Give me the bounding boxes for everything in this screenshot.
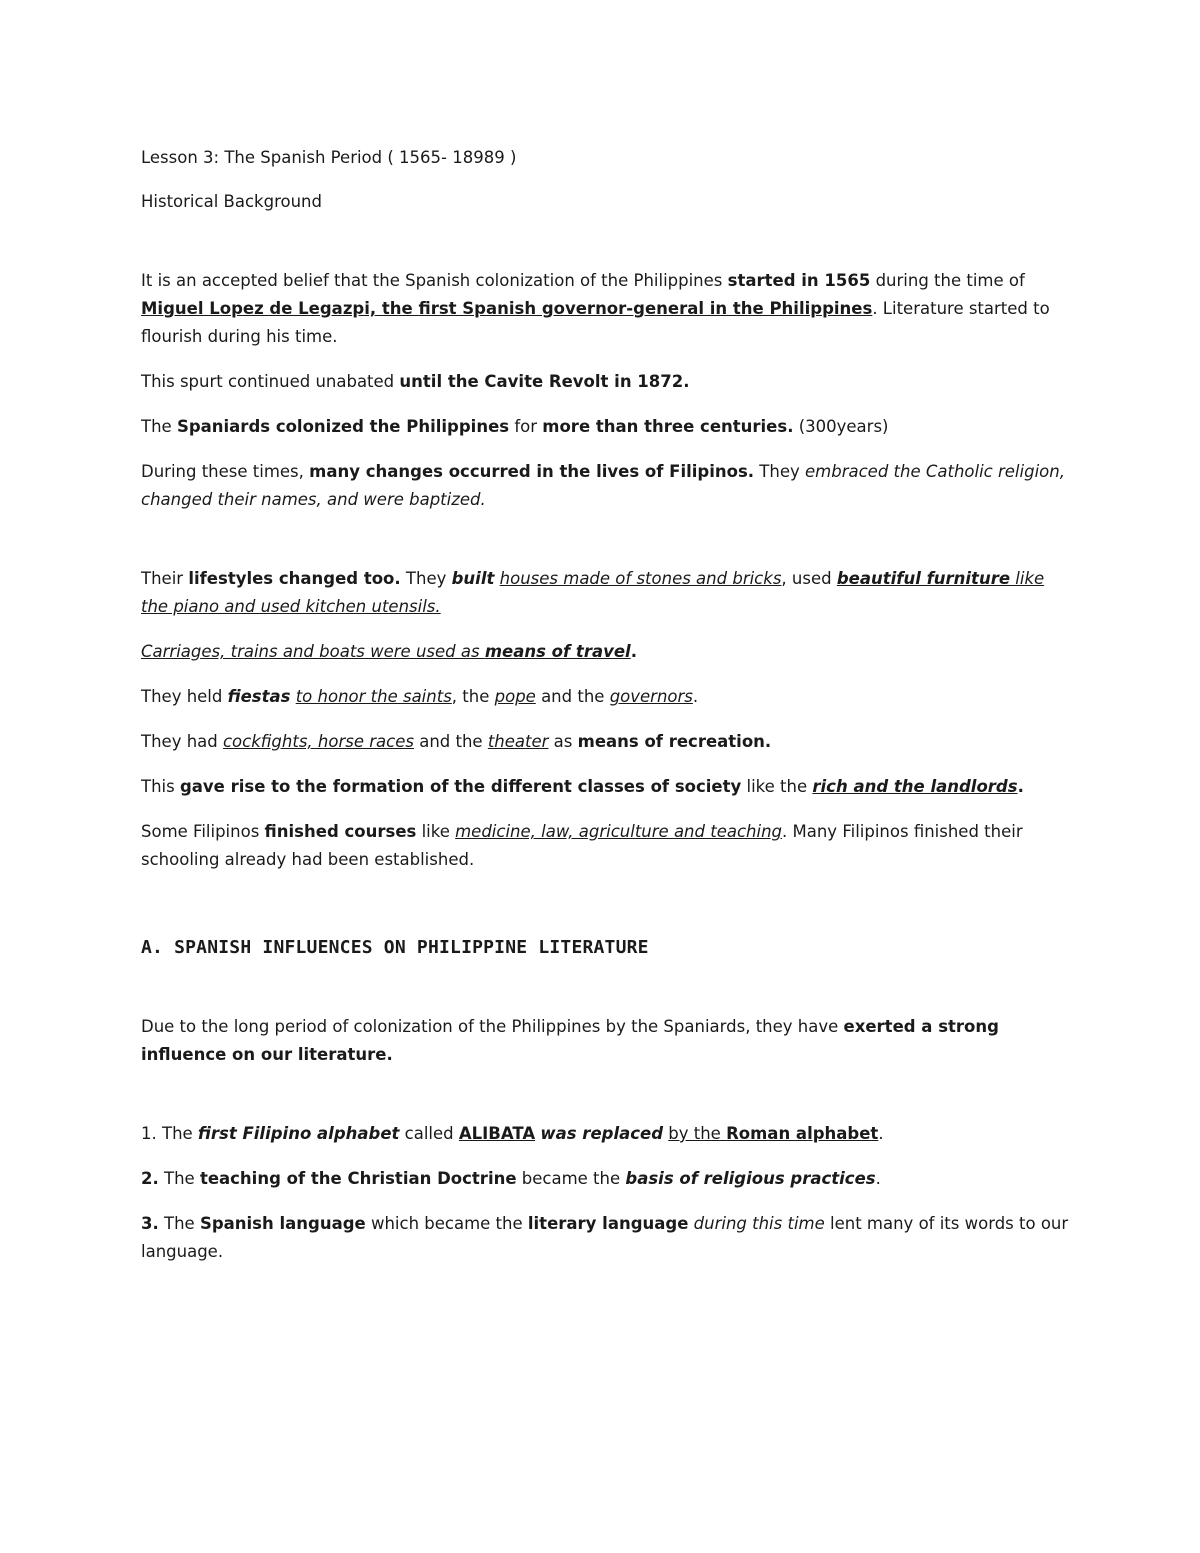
text-run: . Literature started to flourish during his time. <box>141 299 1050 346</box>
text-run: . Many Filipinos finished their schooling already had been established. <box>141 822 1023 869</box>
text-run: They <box>400 569 452 588</box>
text-run: This <box>141 777 180 796</box>
text-run: Miguel Lopez de Legazpi, the first Spanish governor-general in the Philippines <box>141 299 873 318</box>
text-run: Their <box>141 569 189 588</box>
text-run: for <box>509 417 543 436</box>
text-run: during this time <box>693 1214 825 1233</box>
text-run: The <box>141 417 177 436</box>
text-run: medicine, law, agriculture and teaching <box>455 822 783 841</box>
text-run: and the <box>535 687 610 706</box>
text-run: gave rise to the formation of the different classes of society <box>179 777 742 796</box>
text-run: During these times, <box>141 462 310 481</box>
text-run: during the time of <box>870 271 1025 290</box>
text-run: many changes occurred in the lives of Filipinos. <box>309 462 755 481</box>
text-run: literary language <box>527 1214 689 1233</box>
text-run: started in 1565 <box>727 271 871 290</box>
section-subtitle: Historical Background <box>141 192 322 211</box>
text-run: They held <box>141 687 228 706</box>
text-run: theater <box>487 732 549 751</box>
text-run: . <box>692 687 699 706</box>
text-run: Roman alphabet <box>726 1124 879 1143</box>
text-run: The <box>158 1214 200 1233</box>
text-run: became the <box>516 1169 626 1188</box>
text-run: embraced the Catholic religion, changed their names, and were baptized. <box>141 462 1065 509</box>
document-body <box>141 144 1071 1266</box>
text-run: rich and the landlords <box>812 777 1018 796</box>
text-run: governors <box>609 687 693 706</box>
text-run: lent many of its words to our language. <box>141 1214 1069 1261</box>
text-run: 2. <box>141 1169 159 1188</box>
list-item-alphabet <box>141 1120 1071 1148</box>
text-run: Due to the long period of colonization of the Philippines by the Spaniards, they have <box>141 1017 844 1036</box>
text-run: basis of religious practices <box>625 1169 876 1188</box>
text-run: and the <box>413 732 488 751</box>
paragraph-influence <box>141 1013 1071 1069</box>
text-run: to honor the saints <box>295 687 452 706</box>
text-run: . <box>878 1124 884 1143</box>
text-run: They had <box>141 732 223 751</box>
text-run: which became the <box>365 1214 528 1233</box>
paragraph-courses <box>141 818 1071 874</box>
text-run: first Filipino alphabet <box>197 1124 400 1143</box>
text-run: The <box>158 1169 200 1188</box>
paragraph-fiestas <box>141 683 1071 711</box>
paragraph-lifestyles <box>141 565 1071 621</box>
paragraph-recreation <box>141 728 1071 756</box>
lesson-title: Lesson 3: The Spanish Period ( 1565- 18989 ) <box>141 148 517 167</box>
list-item-christian-doctrine <box>141 1165 1071 1193</box>
text-run: 1. The <box>141 1124 198 1143</box>
text-run: They <box>754 462 805 481</box>
text-run: Spanish language <box>199 1214 366 1233</box>
text-run: lifestyles changed too. <box>188 569 401 588</box>
text-run: exerted a strong influence on our literature. <box>141 1017 999 1064</box>
text-run: finished courses <box>264 822 417 841</box>
text-run: built <box>451 569 495 588</box>
text-run: means of recreation. <box>577 732 772 751</box>
text-run: as <box>548 732 578 751</box>
text-run: like the piano and used kitchen utensils. <box>141 569 1045 616</box>
text-run: 3. <box>141 1214 159 1233</box>
paragraph-cavite-revolt <box>141 368 1071 396</box>
section-heading: A. SPANISH INFLUENCES ON PHILIPPINE LITERATURE <box>141 937 649 958</box>
text-run: ALIBATA <box>458 1124 536 1143</box>
text-run: called <box>399 1124 459 1143</box>
paragraph-changes <box>141 458 1071 514</box>
text-run: , the <box>451 687 495 706</box>
text-run: Spaniards colonized the Philippines <box>176 417 510 436</box>
text-run: , used <box>781 569 837 588</box>
text-run: means of travel <box>484 642 631 661</box>
text-run: This spurt continued unabated <box>141 372 400 391</box>
text-run: made of stones and bricks <box>558 569 782 588</box>
text-run: like the <box>741 777 813 796</box>
text-run: Carriages, trains and boats were used as <box>141 642 485 661</box>
text-run: . <box>1017 777 1024 796</box>
text-run: beautiful furniture <box>836 569 1011 588</box>
text-run: pope <box>494 687 536 706</box>
text-run: teaching of the Christian Doctrine <box>199 1169 517 1188</box>
text-run: like <box>416 822 456 841</box>
text-run: . <box>630 642 637 661</box>
text-run: was replaced <box>540 1124 664 1143</box>
text-run: Some Filipinos <box>141 822 265 841</box>
text-run: fiestas <box>227 687 291 706</box>
text-run: by the <box>668 1124 727 1143</box>
list-item-spanish-language <box>141 1210 1071 1266</box>
paragraph-classes-of-society <box>141 773 1071 801</box>
text-run: houses <box>499 569 558 588</box>
text-run: cockfights, horse races <box>222 732 414 751</box>
paragraph-travel <box>141 638 1071 666</box>
paragraph-three-centuries <box>141 413 1071 441</box>
text-run: (300years) <box>793 417 889 436</box>
text-run: It is an accepted belief that the Spanish colonization of the Philippines <box>141 271 728 290</box>
text-run: more than three centuries. <box>542 417 794 436</box>
paragraph-colonization-start <box>141 267 1071 351</box>
text-run: until the Cavite Revolt in 1872. <box>399 372 690 391</box>
text-run: . <box>875 1169 881 1188</box>
